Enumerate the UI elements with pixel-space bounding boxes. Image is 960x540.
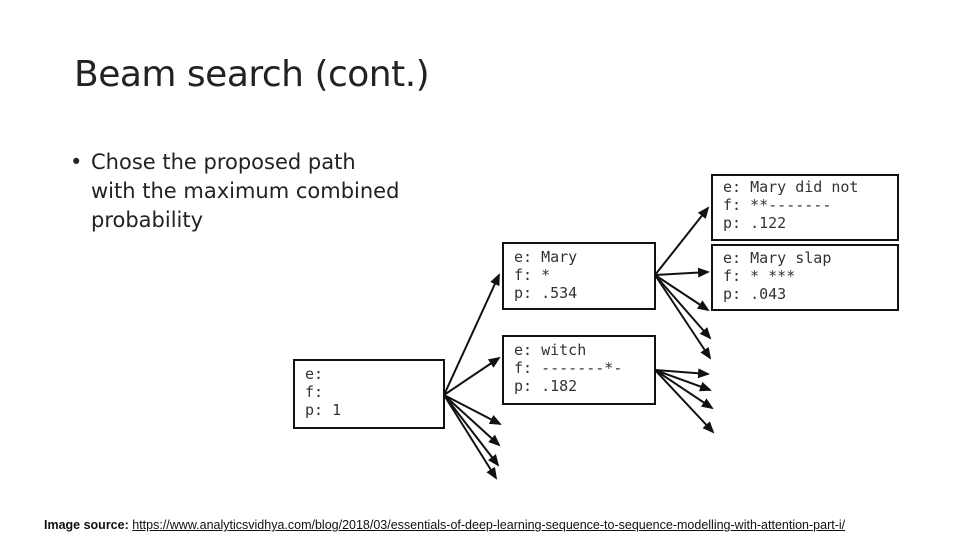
node-root [294,360,444,428]
node-root-e: e: [305,365,324,383]
image-source-link[interactable]: https://www.analyticsvidhya.com/blog/2018/03/essentials-of-deep-learning-sequence-to-sequence-modelling-with-attention-part-i/ [132,518,846,532]
node-mary-slap-e: e: Mary slap [723,249,832,267]
edge-mary-did-not [655,208,708,275]
node-mary-did-not [712,175,898,240]
node-mary-slap-p: p: .043 [723,285,787,303]
image-source-label: Image source: [44,518,129,532]
node-root-f: f: [305,383,324,401]
bullet-item: • Chose the proposed path with the maximum combined probability [70,148,400,235]
edge-mary-5 [655,275,710,358]
node-witch-f: f: -------*- [514,359,623,377]
node-witch-p: p: .182 [514,377,578,395]
node-mary [503,243,655,309]
node-mary-slap [712,245,898,310]
node-witch [503,336,655,404]
edge-root-5 [444,395,498,465]
node-mary-slap-f: f: * *** [723,267,796,285]
node-mary-did-not-p: p: .122 [723,214,787,232]
node-witch-e: e: witch [514,341,587,359]
node-mary-did-not-f: f: **------- [723,196,832,214]
node-mary-e: e: Mary [514,248,578,266]
edge-witch-3 [655,370,712,408]
node-mary-did-not-e: e: Mary did not [723,178,859,196]
slide-title: Beam search (cont.) [74,54,430,95]
image-source-caption [44,518,845,532]
node-root-p: p: 1 [305,401,342,419]
edge-mary-slap [655,272,708,275]
node-mary-p: p: .534 [514,284,578,302]
edge-witch-4 [655,370,713,432]
node-mary-f: f: * [514,266,551,284]
